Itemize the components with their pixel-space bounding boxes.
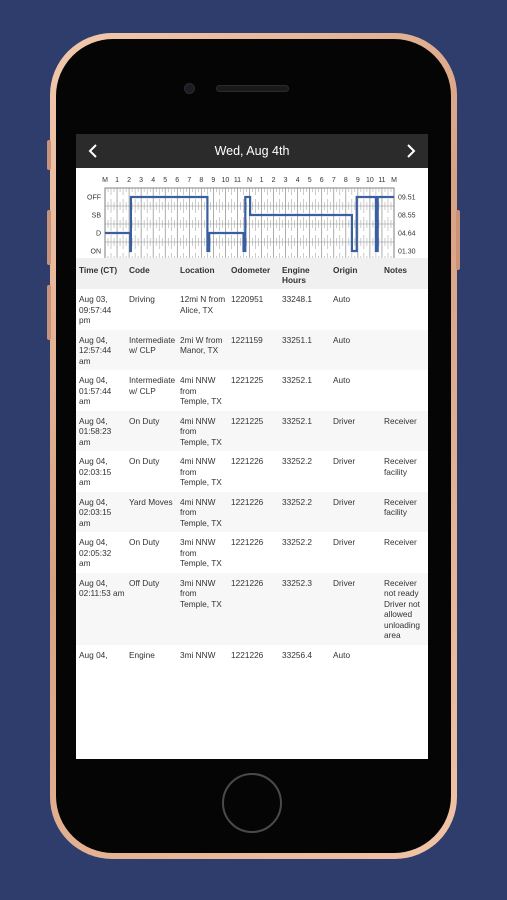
engine-hours-cell: 33252.2 <box>282 537 312 547</box>
notes-cell: Receiver not ready Driver not allowed unloading area <box>382 573 428 645</box>
hour-label: 3 <box>139 177 144 184</box>
hour-label: 1 <box>115 177 119 184</box>
hour-label: 2 <box>271 177 276 184</box>
hour-label: 11 <box>233 177 242 184</box>
location-cell: 3mi NNW <box>180 649 216 660</box>
time-cell: Aug 04, 02:03:15 am <box>79 456 112 487</box>
hour-label: 8 <box>199 177 204 184</box>
origin-cell: Driver <box>331 573 382 645</box>
hour-label: N <box>246 177 253 184</box>
mute-switch <box>47 140 51 170</box>
origin-cell: Driver <box>331 492 382 533</box>
odometer-cell: 1221226 <box>231 537 264 547</box>
engine-hours-cell: 33252.1 <box>280 411 331 452</box>
origin-cell: Auto <box>333 375 351 385</box>
status-label: OFF <box>87 194 101 202</box>
time-cell: Aug 04, <box>79 649 108 660</box>
location-cell: 12mi N from Alice, TX <box>180 294 226 315</box>
odometer-cell: 1221226 <box>229 573 280 645</box>
odometer-cell: 1221226 <box>231 456 264 466</box>
hour-label: 10 <box>221 177 230 184</box>
engine-hours-cell: 33248.1 <box>282 294 312 304</box>
hour-label: 4 <box>151 177 156 184</box>
location-cell: 4mi NNW from Temple, TX <box>178 411 229 452</box>
hour-label: 9 <box>355 177 360 184</box>
status-total: 08.55 <box>398 212 416 220</box>
hour-label: 7 <box>187 177 192 184</box>
table-row[interactable] <box>76 370 428 411</box>
notes-cell <box>382 645 428 665</box>
code-cell: Driving <box>129 294 155 304</box>
hour-label: 1 <box>259 177 264 184</box>
odometer-cell: 1221225 <box>231 375 264 385</box>
log-events-table <box>76 258 428 664</box>
code-cell: Intermediate w/ CLP <box>127 330 178 371</box>
location-cell: 3mi NNW from Temple, TX <box>178 573 229 645</box>
time-cell: Aug 04, 01:57:44 am <box>79 375 112 406</box>
status-label: ON <box>90 248 101 256</box>
column-header-engine-hours: Engine Hours <box>280 258 331 289</box>
engine-hours-cell: 33252.3 <box>280 573 331 645</box>
engine-hours-cell: 33256.4 <box>282 649 312 660</box>
location-cell: 4mi NNW from Temple, TX <box>178 492 229 533</box>
code-cell: Engine <box>129 649 155 660</box>
notes-cell <box>382 330 428 371</box>
odometer-cell: 1221226 <box>231 649 264 660</box>
origin-cell: Driver <box>333 537 356 547</box>
notes-cell: Receiver <box>384 537 417 547</box>
engine-hours-cell: 33252.1 <box>282 375 312 385</box>
odometer-cell: 1221159 <box>229 330 280 371</box>
time-cell: Aug 04, 02:11:53 am <box>76 573 127 645</box>
hour-label: 9 <box>211 177 216 184</box>
table-row[interactable] <box>76 330 428 371</box>
column-header-code: Code <box>127 258 178 289</box>
engine-hours-cell: 33252.2 <box>280 492 331 533</box>
hour-label: 11 <box>378 177 386 184</box>
notes-cell <box>382 289 428 330</box>
status-label: D <box>95 230 101 238</box>
hour-label: 8 <box>343 177 348 184</box>
column-header-time: Time (CT) <box>76 258 127 289</box>
date-header <box>76 134 428 168</box>
table-row[interactable] <box>76 573 428 645</box>
date-title: Wed, Aug 4th <box>214 144 290 158</box>
front-camera <box>185 84 194 93</box>
notes-cell: Receiver facility <box>384 456 417 477</box>
engine-hours-cell: 33252.2 <box>282 456 312 466</box>
odometer-cell: 1220951 <box>231 294 264 304</box>
table-row[interactable] <box>76 451 428 492</box>
status-total: 01.30 <box>398 248 416 256</box>
code-cell: On Duty <box>129 537 160 547</box>
earpiece-speaker <box>216 85 289 92</box>
hour-label: 5 <box>163 177 168 184</box>
time-cell: Aug 04, 12:57:44 am <box>76 330 127 371</box>
table-row[interactable] <box>76 532 428 573</box>
column-header-odometer: Odometer <box>229 258 280 289</box>
hour-label: M <box>102 177 108 184</box>
table-row[interactable] <box>76 411 428 452</box>
column-header-location: Location <box>178 258 229 289</box>
time-cell: Aug 03, 09:57:44 pm <box>79 294 112 325</box>
location-cell: 4mi NNW from Temple, TX <box>180 375 222 406</box>
code-cell: Off Duty <box>127 573 178 645</box>
hour-label: 2 <box>127 177 132 184</box>
hour-label: 7 <box>331 177 336 184</box>
origin-cell: Driver <box>333 456 356 466</box>
duty-status-graph <box>76 168 428 258</box>
notes-cell: Receiver facility <box>382 492 428 533</box>
column-header-notes: Notes <box>382 258 428 289</box>
location-cell: 3mi NNW from Temple, TX <box>180 537 222 568</box>
hour-label: 10 <box>366 177 374 184</box>
odometer-cell: 1221226 <box>229 492 280 533</box>
time-cell: Aug 04, 02:05:32 am <box>79 537 112 568</box>
hour-label: 6 <box>175 177 180 184</box>
odometer-cell: 1221225 <box>229 411 280 452</box>
next-day-button[interactable] <box>396 134 426 168</box>
code-cell: On Duty <box>129 456 160 466</box>
origin-cell: Auto <box>331 330 382 371</box>
hour-label: 3 <box>283 177 288 184</box>
engine-hours-cell: 33251.1 <box>280 330 331 371</box>
time-cell: Aug 04, 02:03:15 am <box>76 492 127 533</box>
hour-label: M <box>391 177 397 184</box>
volume-down-button <box>47 285 51 340</box>
home-button[interactable] <box>222 773 282 833</box>
origin-cell: Auto <box>333 649 351 660</box>
code-cell: Intermediate w/ CLP <box>129 375 176 396</box>
notes-cell: Receiver <box>382 411 428 452</box>
status-total: 09.51 <box>398 194 416 202</box>
table-header-row <box>76 258 428 289</box>
column-header-origin: Origin <box>331 258 382 289</box>
location-cell: 4mi NNW from Temple, TX <box>180 456 222 487</box>
table-row[interactable] <box>76 289 428 330</box>
time-cell: Aug 04, 01:58:23 am <box>76 411 127 452</box>
chevron-left-icon <box>88 144 98 158</box>
code-cell: On Duty <box>127 411 178 452</box>
previous-day-button[interactable] <box>78 134 108 168</box>
chevron-right-icon <box>406 144 416 158</box>
status-label: SB <box>91 212 101 220</box>
hour-label: 5 <box>307 177 312 184</box>
code-cell: Yard Moves <box>127 492 178 533</box>
status-total: 04.64 <box>398 230 416 238</box>
volume-up-button <box>47 210 51 265</box>
origin-cell: Auto <box>333 294 351 304</box>
duty-status-chart <box>76 168 428 258</box>
location-cell: 2mi W from Manor, TX <box>178 330 229 371</box>
origin-cell: Driver <box>331 411 382 452</box>
notes-cell <box>382 370 428 411</box>
table-row[interactable] <box>76 492 428 533</box>
power-button <box>456 210 460 270</box>
hour-label: 6 <box>319 177 324 184</box>
app-screen <box>76 134 428 759</box>
table-row[interactable] <box>76 645 428 665</box>
hour-label: 4 <box>295 177 300 184</box>
